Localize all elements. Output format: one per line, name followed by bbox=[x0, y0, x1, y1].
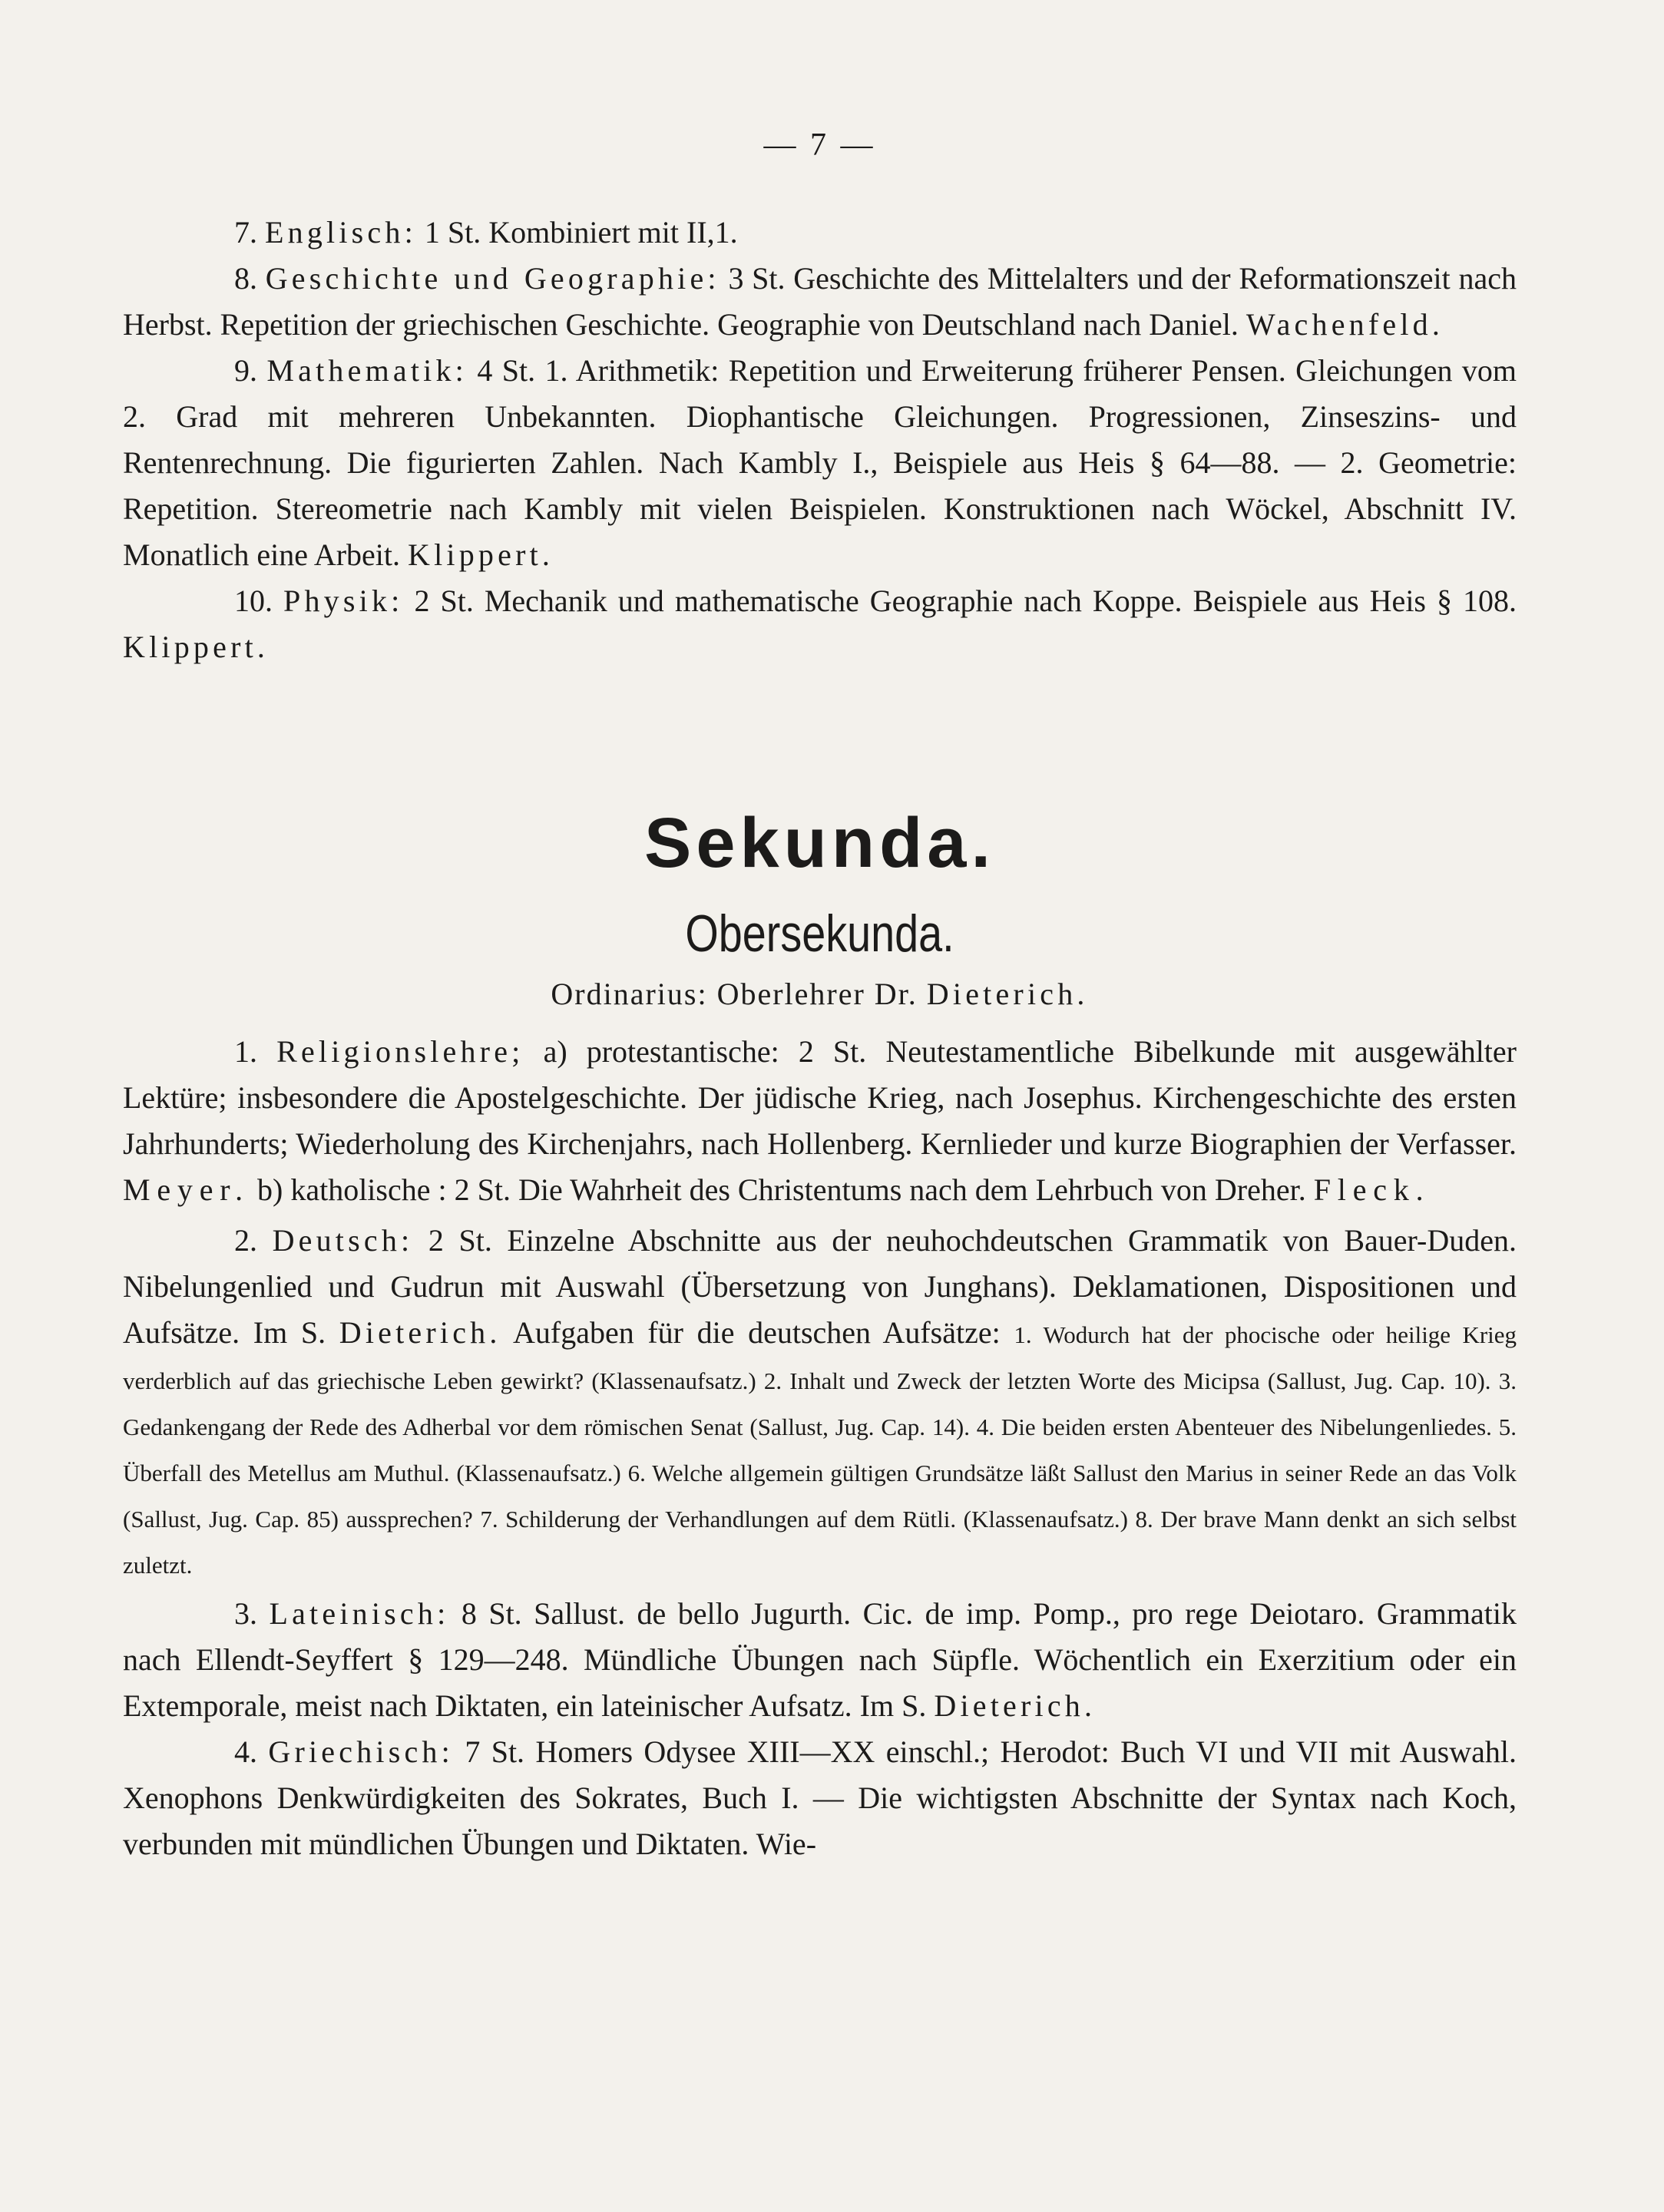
item-griechisch bbox=[123, 1729, 1517, 1867]
subject-deutsch: Deutsch: bbox=[272, 1223, 414, 1258]
item-text: b) katholische : 2 St. Die Wahrheit des Christentums nach dem Lehrbuch von Dreher. bbox=[257, 1172, 1306, 1207]
item-number: 2. bbox=[234, 1223, 257, 1258]
teacher-name: Fleck. bbox=[1313, 1172, 1431, 1207]
subject-latein: Lateinisch: bbox=[269, 1596, 450, 1631]
item-englisch bbox=[123, 210, 1517, 256]
ordinarius-line bbox=[123, 976, 1517, 1012]
subject-griechisch: Griechisch: bbox=[268, 1734, 454, 1769]
ordinarius-name: Dieterich. bbox=[926, 977, 1089, 1011]
item-text: 8 St. Sallust. de bello Jugurth. Cic. de imp. Pomp., pro rege Deiotaro. Grammatik nach Ellendt-Seyffert § 129—248. Mündliche Übungen nach Süpfle. Wöchentlich ein Exerzitium oder ein Extemporale, meist nach Diktaten, ein lateinischer Aufsatz. Im S. bbox=[123, 1596, 1517, 1723]
teacher-name: Wachenfeld. bbox=[1246, 307, 1444, 342]
item-text: Aufgaben für die deutschen Aufsätze: bbox=[512, 1315, 1001, 1350]
item-text: 2 St. Mechanik und mathematische Geographie nach Koppe. Beispiele aus Heis § 108. bbox=[414, 584, 1517, 618]
aufsatz-topics: 1. Wodurch hat der phocische oder heilige Krieg verderblich auf das griechische Leben gewirkt? (Klassenaufsatz.) 2. Inhalt und Zweck der letzten Worte des Micipsa (Sallust, Jug. Cap. 10). 3. Gedankengang der Rede des Adherbal vor dem römischen Senat (Sallust, Jug. Cap. 14). 4. Die beiden ersten Abenteuer des Nibelungenliedes. 5. Überfall des Metellus am Muthul. (Klassenaufsatz.) 6. Welche allgemein gültigen Grundsätze läßt Sallust den Marius in seiner Rede an das Volk (Sallust, Jug. Cap. 85) aussprechen? 7. Schilderung der Verhandlungen auf dem Rütli. (Klassenaufsatz.) 8. Der brave Mann denkt an sich selbst zuletzt. bbox=[123, 1321, 1517, 1579]
item-geschichte bbox=[123, 256, 1517, 348]
item-text: 3 St. Geschichte des Mittelalters und der Reformationszeit nach Herbst. Repetition der griechischen Geschichte. Geographie von Deutschland nach Daniel. bbox=[123, 261, 1517, 342]
item-number: 1. bbox=[234, 1034, 257, 1069]
subject-englisch: Englisch: bbox=[265, 215, 417, 250]
item-text: a) protestantische: 2 St. Neutestamentliche Bibelkunde mit ausgewählter Lektüre; insbesondere die Apostelgeschichte. Der jüdische Krieg, nach Josephus. Kirchengeschichte des ersten Jahrhunderts; Wiederholung des Kirchenjahrs, nach Hollenberg. Kernlieder und kurze Biographien der Verfasser. bbox=[123, 1034, 1517, 1161]
section-title: Sekunda. bbox=[643, 804, 995, 882]
item-number: 8. bbox=[234, 261, 257, 296]
item-deutsch bbox=[123, 1218, 1517, 1586]
item-text: 4 St. 1. Arithmetik: Repetition und Erweiterung früherer Pensen. Gleichungen vom 2. Grad mit mehreren Unbekannten. Diophantische Gleichungen. Progressionen, Zinseszins- und Rentenrechnung. Die figurierten Zahlen. Nach Kambly I., Beispiele aus Heis § 64—88. — 2. Geometrie: Repetition. Stereometrie nach Kambly mit vielen Beispielen. Konstruktionen nach Wöckel, Abschnitt IV. Monatlich eine Arbeit. bbox=[123, 353, 1517, 572]
item-physik bbox=[123, 578, 1517, 670]
page-number: — 7 — bbox=[763, 127, 876, 163]
item-mathematik bbox=[123, 348, 1517, 578]
teacher-name: Dieterich. bbox=[934, 1688, 1097, 1723]
teacher-name: Klippert. bbox=[408, 537, 554, 572]
item-number: 7. bbox=[234, 215, 257, 250]
item-text: 7 St. Homers Odysee XIII—XX einschl.; Herodot: Buch VI und VII mit Auswahl. Xenophons Denkwürdigkeiten des Sokrates, Buch I. — Die wichtigsten Abschnitte der Syntax nach Koch, verbunden mit mündlichen Übungen und Diktaten. Wie- bbox=[123, 1734, 1517, 1861]
item-text: 1 St. Kombiniert mit II,1. bbox=[424, 215, 738, 250]
item-number: 10. bbox=[234, 584, 273, 618]
subject-religion: Religionslehre; bbox=[276, 1034, 524, 1069]
subject-mathematik: Mathematik: bbox=[266, 353, 468, 388]
subject-geschichte: Geschichte und Geographie: bbox=[265, 261, 720, 296]
teacher-name: Klippert. bbox=[123, 630, 270, 664]
item-number: 9. bbox=[234, 353, 257, 388]
ordinarius-label: Ordinarius: Oberlehrer Dr. bbox=[551, 977, 918, 1011]
item-religion bbox=[123, 1029, 1517, 1213]
item-number: 4. bbox=[234, 1734, 257, 1769]
teacher-name: Dieterich. bbox=[339, 1315, 501, 1350]
page-content bbox=[123, 127, 1517, 1867]
item-latein bbox=[123, 1591, 1517, 1729]
item-number: 3. bbox=[234, 1596, 257, 1631]
item-text: 2 St. Einzelne Abschnitte aus der neuhochdeutschen Grammatik von Bauer-Duden. Nibelungenlied und Gudrun mit Auswahl (Übersetzung von Junghans). Deklamationen, Dispositionen und Aufsätze. Im S. bbox=[123, 1223, 1517, 1350]
subject-physik: Physik: bbox=[283, 584, 404, 618]
subsection-title: Obersekunda. bbox=[685, 904, 954, 963]
teacher-name: Meyer. bbox=[123, 1172, 250, 1207]
